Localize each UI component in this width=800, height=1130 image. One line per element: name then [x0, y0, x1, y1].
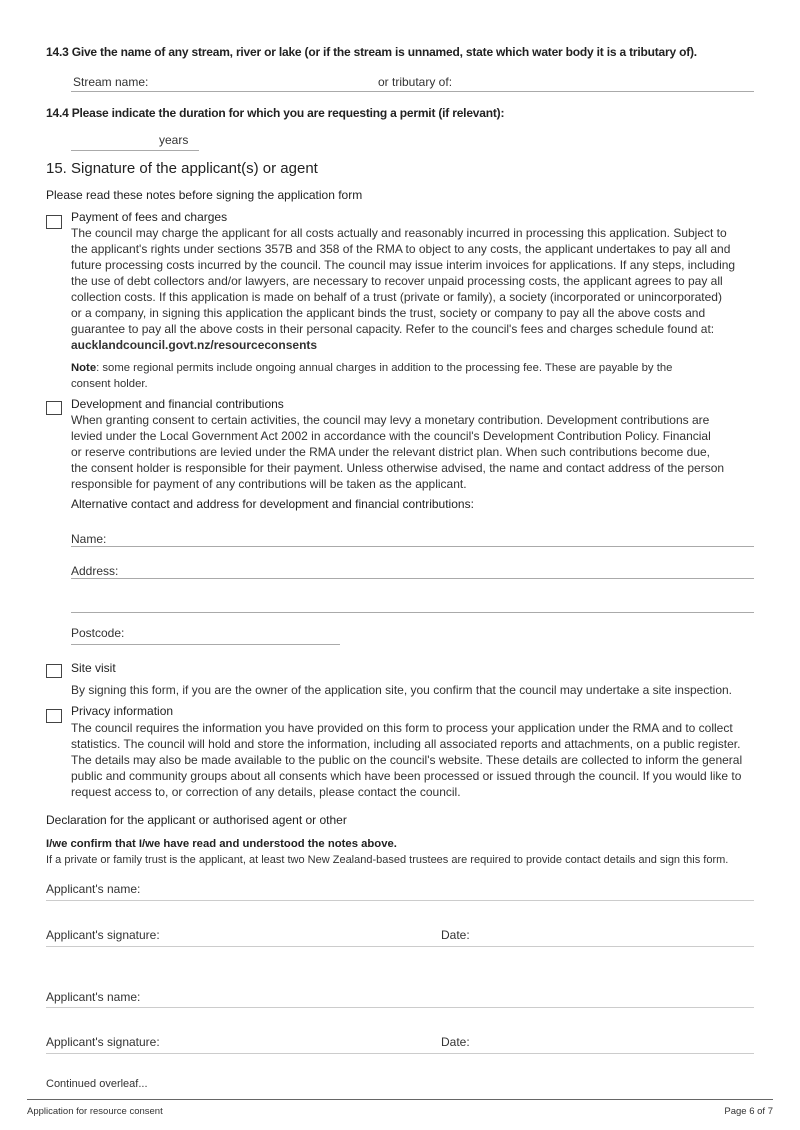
applicant-signature-field-1[interactable]	[46, 946, 754, 947]
alt-name-label: Name:	[71, 532, 107, 546]
alt-postcode-label: Postcode:	[71, 626, 125, 640]
applicant-name-label-1: Applicant's name:	[46, 882, 141, 896]
duration-field[interactable]	[71, 150, 199, 151]
site-visit-title: Site visit	[71, 661, 116, 675]
footer-rule	[27, 1099, 773, 1100]
alt-address-label: Address:	[71, 564, 119, 578]
dev-paragraph: When granting consent to certain activities, the council may levy a monetary contribution. Development contributions are levied under the Local Government Act 2002 in accordance with the council's Development Contribution Policy. Financial or reserve contributions are levied under the RMA under the relevant district plan. When such contributions become due, the consent holder is responsible for their payment. Unless otherwise advised, the name and contact address of the person responsible for payment of any contributions will be taken as the applicant.	[71, 413, 725, 491]
stream-name-label: Stream name:	[73, 75, 149, 89]
fees-checkbox[interactable]	[46, 215, 62, 229]
alt-name-field[interactable]	[71, 546, 754, 547]
alt-contact-heading: Alternative contact and address for development and financial contributions:	[71, 497, 474, 511]
footer-page-number: Page 6 of 7	[724, 1106, 773, 1117]
applicant-name-label-2: Applicant's name:	[46, 990, 141, 1004]
date-label-1: Date:	[441, 928, 470, 942]
privacy-checkbox[interactable]	[46, 709, 62, 723]
site-visit-text: By signing this form, if you are the owner of the application site, you confirm that the council may undertake a site inspection.	[71, 683, 733, 697]
site-visit-checkbox[interactable]	[46, 664, 62, 678]
fees-note: Note: some regional permits include ongoing annual charges in addition to the processing fee. These are payable by the consent holder.	[71, 362, 673, 390]
section-15-intro: Please read these notes before signing the application form	[46, 188, 363, 202]
years-label: years	[159, 133, 189, 147]
fees-link[interactable]: aucklandcouncil.govt.nz/resourceconsents	[71, 338, 318, 352]
applicant-signature-label-2: Applicant's signature:	[46, 1035, 160, 1049]
stream-name-field[interactable]	[71, 91, 754, 92]
applicant-name-field-1[interactable]	[46, 900, 754, 901]
footer-doc-title: Application for resource consent	[27, 1106, 163, 1117]
privacy-title: Privacy information	[71, 704, 174, 718]
tributary-label: or tributary of:	[378, 75, 453, 89]
trust-note: If a private or family trust is the applicant, at least two New Zealand-based trustees are required to provide contact details and sign this form.	[46, 854, 729, 866]
applicant-signature-field-2[interactable]	[46, 1053, 754, 1054]
fees-paragraph: The council may charge the applicant for all costs actually and reasonably incurred in processing this application. Subject to the applicant's rights under sections 357B and 358 of the RMA to object to any costs, the applicant undertakes to pay all and future processing costs incurred by the council. The council may issue interim invoices for applications. If any steps, including the use of debt collectors and/or lawyers, are necessary to recover unpaid processing costs, the applicant agrees to pay all collection costs. If this application is made on behalf of a trust (private or family), a society (incorporated or unincorporated) or a company, in signing this application the applicant binds the trust, society or company to pay all the above costs and guarantee to pay all the above costs in their personal capacity. Refer to the council's fees and charges schedule found at: aucklandcouncil.govt.nz/resourceconsents	[71, 225, 771, 353]
section-15-title: 15. Signature of the applicant(s) or agent	[46, 160, 318, 177]
declaration-confirm: I/we confirm that I/we have read and understood the notes above.	[46, 838, 397, 850]
declaration-title: Declaration for the applicant or authorised agent or other	[46, 813, 347, 827]
fees-title: Payment of fees and charges	[71, 210, 228, 224]
privacy-paragraph: The council requires the information you have provided on this form to process your application under the RMA and to collect statistics. The council will hold and store the information, including all associated reports and attachments, on a public register. The details may also be made available to the public on the council's website. These details are collected to inform the general public and community groups about all consents which have been processed or issued through the council. If you would like to request access to, or correction of any details, please contact the council.	[71, 721, 743, 799]
applicant-name-field-2[interactable]	[46, 1007, 754, 1008]
dev-title: Development and financial contributions	[71, 397, 284, 411]
date-label-2: Date:	[441, 1035, 470, 1049]
alt-postcode-field[interactable]	[71, 644, 340, 645]
alt-address-field-1[interactable]	[71, 578, 754, 579]
question-14-3: 14.3 Give the name of any stream, river or lake (or if the stream is unnamed, state which water body it is a tributary of).	[46, 45, 697, 59]
applicant-signature-label-1: Applicant's signature:	[46, 928, 160, 942]
dev-checkbox[interactable]	[46, 401, 62, 415]
alt-address-field-2[interactable]	[71, 612, 754, 613]
continued-overleaf: Continued overleaf...	[46, 1078, 148, 1090]
question-14-4: 14.4 Please indicate the duration for which you are requesting a permit (if relevant):	[46, 106, 505, 120]
